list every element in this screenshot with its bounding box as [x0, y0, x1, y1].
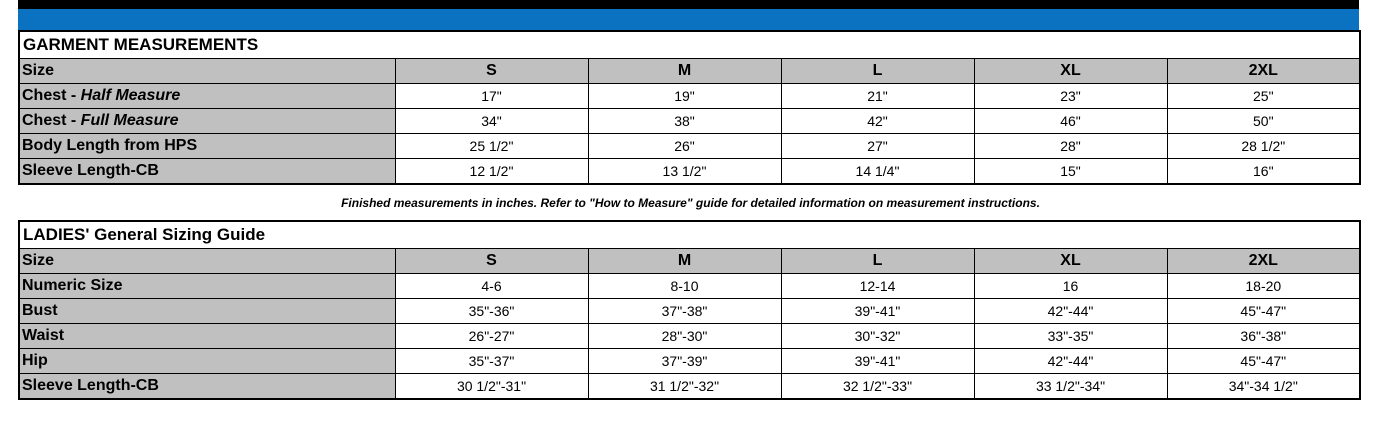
table-cell: 18-20 [1167, 274, 1360, 299]
size-2xl: 2XL [1167, 249, 1360, 274]
size-l: L [781, 249, 974, 274]
table-row [19, 324, 1360, 349]
size-s: S [395, 249, 588, 274]
table-cell: 42" [781, 109, 974, 134]
row-label-main: Chest - [22, 112, 81, 129]
ladies-table-title: LADIES' General Sizing Guide [19, 221, 1360, 249]
table-title-row [19, 221, 1360, 249]
row-label [19, 109, 395, 134]
table-cell: 21" [781, 84, 974, 109]
table-cell: 39"-41" [781, 349, 974, 374]
table-cell: 33 1/2"-34" [974, 374, 1167, 400]
table-cell: 4-6 [395, 274, 588, 299]
table-cell: 46" [974, 109, 1167, 134]
size-header-row [19, 59, 1360, 84]
header-bar-blue [18, 9, 1359, 30]
garment-measurements-table [18, 30, 1361, 185]
row-label: Numeric Size [19, 274, 395, 299]
table-cell: 19" [588, 84, 781, 109]
table-row [19, 299, 1360, 324]
size-s: S [395, 59, 588, 84]
table-cell: 15" [974, 159, 1167, 185]
size-label: Size [19, 59, 395, 84]
row-label-italic: Full Measure [80, 112, 179, 129]
row-label: Body Length from HPS [19, 134, 395, 159]
table-cell: 35"-37" [395, 349, 588, 374]
ladies-sizing-table [18, 220, 1361, 400]
row-label: Sleeve Length-CB [19, 374, 395, 400]
table-cell: 26" [588, 134, 781, 159]
table-row [19, 159, 1360, 185]
table-cell: 14 1/4" [781, 159, 974, 185]
table-cell: 31 1/2"-32" [588, 374, 781, 400]
table-cell: 27" [781, 134, 974, 159]
size-2xl: 2XL [1167, 59, 1360, 84]
measurement-note: Finished measurements in inches. Refer to "How to Measure" guide for detailed information on measurement instructions. [341, 196, 1040, 210]
table-cell: 16 [974, 274, 1167, 299]
table-cell: 8-10 [588, 274, 781, 299]
table-row [19, 134, 1360, 159]
size-xl: XL [974, 59, 1167, 84]
table-row [19, 109, 1360, 134]
size-m: M [588, 249, 781, 274]
table-cell: 28 1/2" [1167, 134, 1360, 159]
table-cell: 25 1/2" [395, 134, 588, 159]
row-label-main: Chest - [22, 87, 81, 104]
table-cell: 17" [395, 84, 588, 109]
table-cell: 45"-47" [1167, 349, 1360, 374]
size-l: L [781, 59, 974, 84]
table-cell: 35"-36" [395, 299, 588, 324]
table-cell: 26"-27" [395, 324, 588, 349]
size-label: Size [19, 249, 395, 274]
garment-table-title: GARMENT MEASUREMENTS [19, 31, 1360, 59]
size-xl: XL [974, 249, 1167, 274]
row-label: Hip [19, 349, 395, 374]
table-row [19, 349, 1360, 374]
table-cell: 28" [974, 134, 1167, 159]
row-label: Bust [19, 299, 395, 324]
table-cell: 38" [588, 109, 781, 134]
table-cell: 25" [1167, 84, 1360, 109]
table-row [19, 274, 1360, 299]
row-label: Sleeve Length-CB [19, 159, 395, 185]
table-cell: 39"-41" [781, 299, 974, 324]
table-cell: 37"-39" [588, 349, 781, 374]
table-cell: 37"-38" [588, 299, 781, 324]
table-cell: 34"-34 1/2" [1167, 374, 1360, 400]
header-bar-black [18, 0, 1359, 9]
row-label: Waist [19, 324, 395, 349]
table-cell: 50" [1167, 109, 1360, 134]
table-cell: 42"-44" [974, 349, 1167, 374]
table-cell: 32 1/2"-33" [781, 374, 974, 400]
table-cell: 12-14 [781, 274, 974, 299]
table-row [19, 84, 1360, 109]
table-cell: 36"-38" [1167, 324, 1360, 349]
table-cell: 34" [395, 109, 588, 134]
table-cell: 30"-32" [781, 324, 974, 349]
size-header-row [19, 249, 1360, 274]
table-title-row [19, 31, 1360, 59]
table-row [19, 374, 1360, 400]
table-cell: 16" [1167, 159, 1360, 185]
size-m: M [588, 59, 781, 84]
table-cell: 33"-35" [974, 324, 1167, 349]
table-cell: 12 1/2" [395, 159, 588, 185]
table-cell: 23" [974, 84, 1167, 109]
table-cell: 30 1/2"-31" [395, 374, 588, 400]
table-cell: 28"-30" [588, 324, 781, 349]
row-label-italic: Half Measure [80, 87, 181, 104]
row-label [19, 84, 395, 109]
table-cell: 45"-47" [1167, 299, 1360, 324]
table-cell: 13 1/2" [588, 159, 781, 185]
table-cell: 42"-44" [974, 299, 1167, 324]
